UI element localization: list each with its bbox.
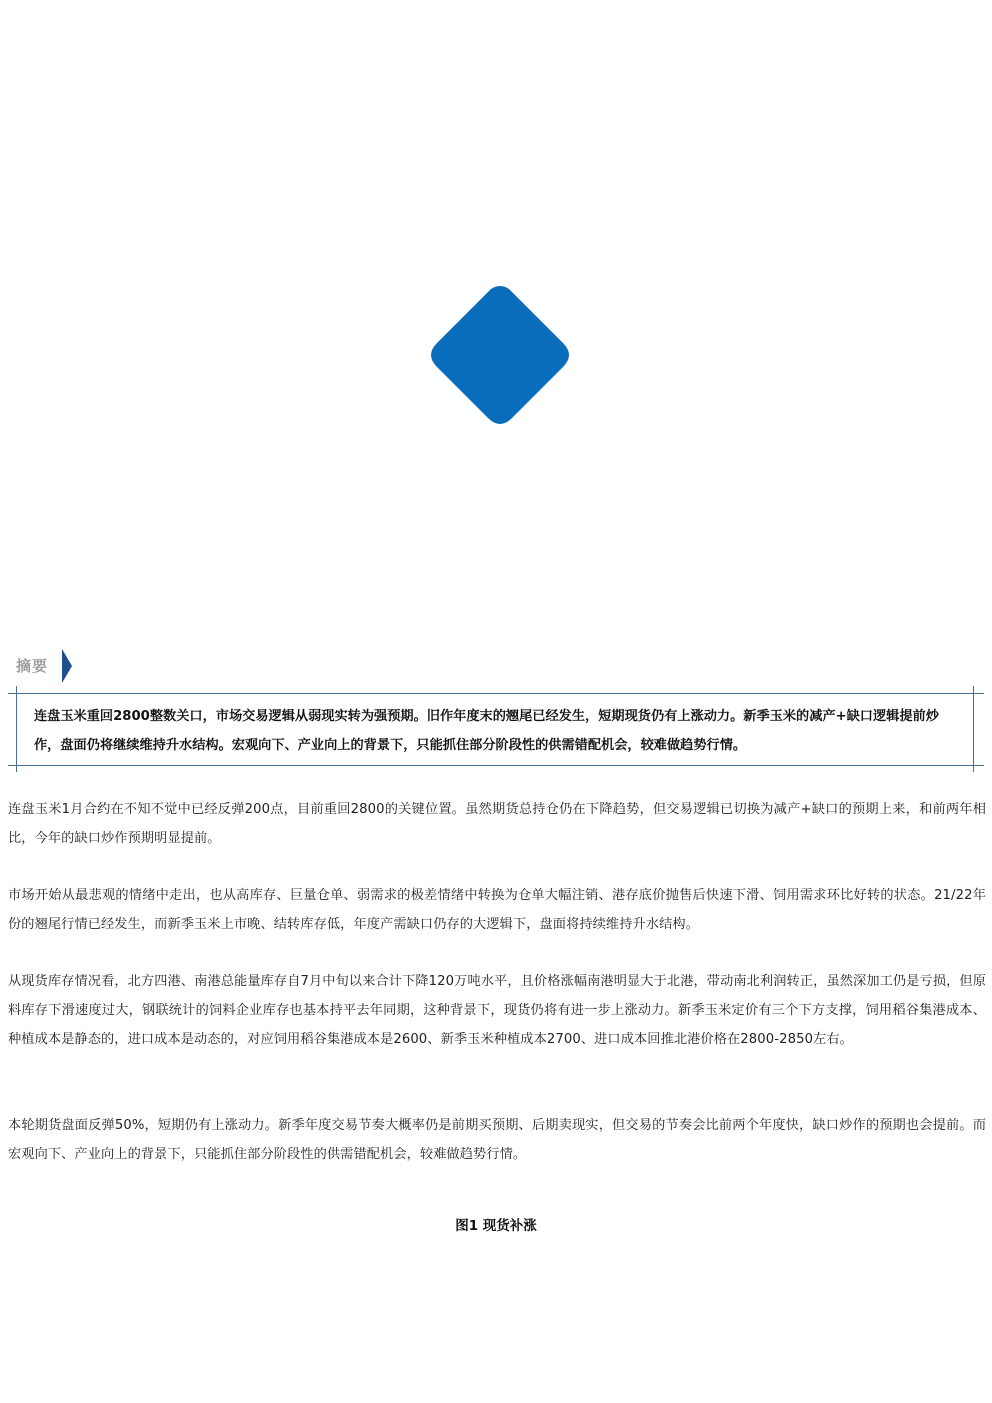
logo <box>427 282 573 428</box>
triangle-right-icon <box>61 649 73 683</box>
abstract-summary: 连盘玉米重回2800整数关口，市场交易逻辑从弱现实转为强预期。旧作年度末的翘尾已经发生，短期现货仍有上涨动力。新季玉米的减产+缺口逻辑提前炒作，盘面仍将继续维持升水结构。宏观向下、产业向上的背景下，只能抓住部分阶段性的供需错配机会，较难做趋势行情。 <box>34 709 939 753</box>
body-paragraph-1: 连盘玉米1月合约在不知不觉中已经反弹200点，目前重回2800的关键位置。虽然期货总持仓仍在下降趋势，但交易逻辑已切换为减产+缺口的预期上来，和前两年相比，今年的缺口炒作预期明显提前。 <box>8 802 986 846</box>
body-paragraph-2: 市场开始从最悲观的情绪中走出，也从高库存、巨量仓单、弱需求的极差情绪中转换为仓单大幅注销、港存底价抛售后快速下滑、饲用需求环比好转的状态。21/22年份的翘尾行情已经发生，而新季玉米上市晚、结转库存低，年度产需缺口仍存的大逻辑下，盘面将持续维持升水结构。 <box>8 888 986 932</box>
body-paragraph-3: 从现货库存情况看，北方四港、南港总能量库存自7月中旬以来合计下降120万吨水平，且价格涨幅南港明显大于北港，带动南北利润转正，虽然深加工仍是亏损，但原料库存下滑速度过大，钢联统计的饲料企业库存也基本持平去年同期，这种背景下，现货仍将有进一步上涨动力。新季玉米定价有三个下方支撑，饲用稻谷集港成本、种植成本是静态的，进口成本是动态的，对应饲用稻谷集港成本是2600、新季玉米种植成本2700、进口成本回推北港价格在2800-2850左右。 <box>8 974 986 1047</box>
blue-diamond-logo-icon <box>427 282 573 428</box>
abstract-label: 摘要 <box>16 657 49 675</box>
figure-title: 图1 现货补涨 <box>455 1218 537 1234</box>
body-paragraph-4: 本轮期货盘面反弹50%，短期仍有上涨动力。新季年度交易节奏大概率仍是前期买预期、后期卖现实，但交易的节奏会比前两个年度快，缺口炒作的预期也会提前。而宏观向下、产业向上的背景下，只能抓住部分阶段性的供需错配机会，较难做趋势行情。 <box>8 1118 986 1162</box>
